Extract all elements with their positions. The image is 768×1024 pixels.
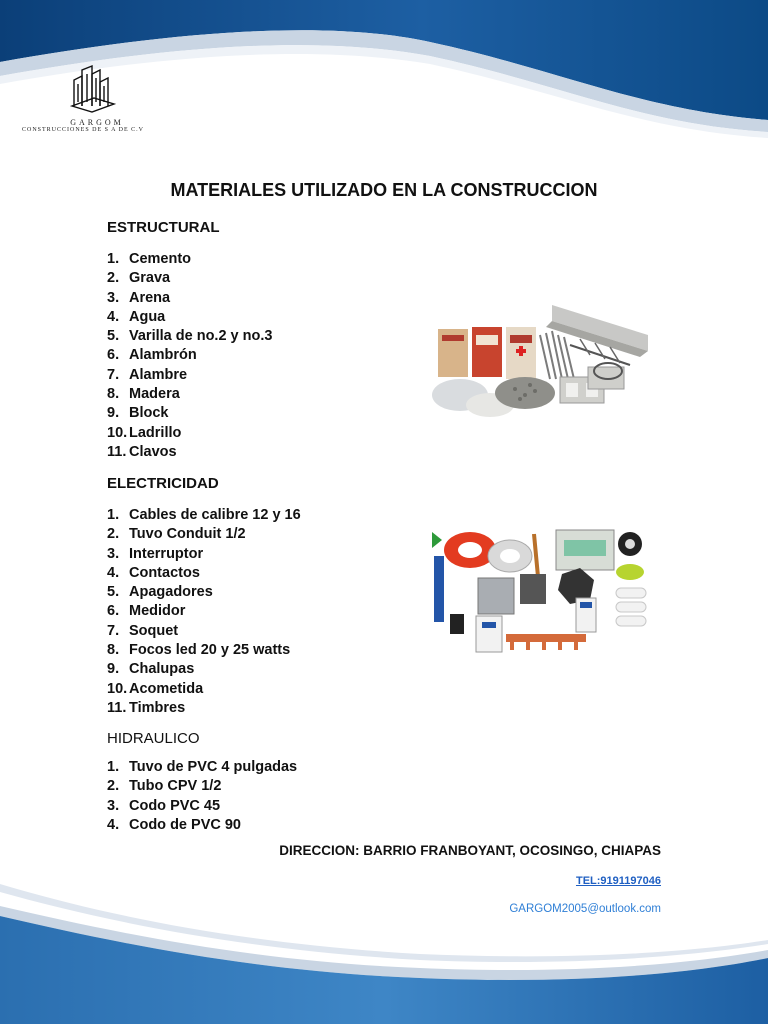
list-item-text: Codo PVC 45 xyxy=(129,797,221,814)
list-item xyxy=(107,525,301,544)
list-item-number: 8. xyxy=(107,386,120,403)
list-item-number: 4. xyxy=(107,816,120,833)
list-item-number: 4. xyxy=(107,564,120,581)
list-item-text: Tuvo Conduit 1/2 xyxy=(129,526,246,543)
list-item-text: Tubo CPV 1/2 xyxy=(129,778,222,795)
list-item-number: 3. xyxy=(107,797,120,814)
list-item-number: 10. xyxy=(107,424,128,441)
list-item-number: 2. xyxy=(107,270,120,287)
list-item-text: Alambrón xyxy=(129,347,197,364)
list-item-text: Alambre xyxy=(129,366,188,383)
list-item-number: 8. xyxy=(107,642,120,659)
list-item xyxy=(107,660,301,679)
list-item xyxy=(107,250,272,269)
page-title: MATERIALES UTILIZADO EN LA CONSTRUCCION xyxy=(170,180,598,200)
list-item xyxy=(107,506,301,525)
list-item xyxy=(107,583,301,602)
list-item xyxy=(107,269,272,288)
list-item-text: Block xyxy=(129,405,169,422)
list-item-number: 4. xyxy=(107,308,120,325)
list-item-text: Madera xyxy=(129,386,180,403)
electrical-materials-photo xyxy=(430,528,650,660)
list-item-text: Cemento xyxy=(129,251,192,267)
list-item-text: Arena xyxy=(129,289,171,306)
list-item xyxy=(107,758,297,777)
list-item-text: Codo de PVC 90 xyxy=(129,816,241,833)
list-item-number: 5. xyxy=(107,328,120,345)
list-item-number: 10. xyxy=(107,680,128,697)
section-heading-electricidad: ELECTRICIDAD xyxy=(107,475,219,492)
list-item-number: 1. xyxy=(107,759,120,775)
list-item-text: Medidor xyxy=(129,603,186,620)
list-item-text: Cables de calibre 12 y 16 xyxy=(129,507,301,523)
list-item-text: Acometida xyxy=(129,680,204,697)
list-item-number: 2. xyxy=(107,778,120,795)
list-item-number: 11. xyxy=(107,443,127,460)
buildings-logo-icon xyxy=(70,62,116,114)
section-heading-estructural: ESTRUCTURAL xyxy=(107,219,220,236)
company-subtitle: CONSTRUCCIONES DE S A DE C.V xyxy=(22,127,145,133)
list-item-text: Focos led 20 y 25 watts xyxy=(129,642,291,659)
list-electricidad xyxy=(107,506,301,718)
list-item xyxy=(107,641,301,660)
list-item-text: Agua xyxy=(129,308,166,325)
list-item-text: Timbres xyxy=(129,699,186,716)
list-item xyxy=(107,816,297,835)
list-item xyxy=(107,404,272,423)
list-estructural xyxy=(107,250,272,462)
company-name: GARGOM xyxy=(70,118,124,127)
list-item xyxy=(107,366,272,385)
list-item xyxy=(107,797,297,816)
list-item-text: Apagadores xyxy=(129,584,213,601)
list-item-text: Chalupas xyxy=(129,661,195,678)
section-heading-hidraulico: HIDRAULICO xyxy=(107,730,200,747)
list-item xyxy=(107,680,301,699)
list-item xyxy=(107,308,272,327)
list-item-text: Interruptor xyxy=(129,545,204,562)
list-item-number: 6. xyxy=(107,603,120,620)
list-item xyxy=(107,622,301,641)
address-line: DIRECCION: BARRIO FRANBOYANT, OCOSINGO, CHIAPAS xyxy=(279,843,661,858)
list-item-number: 9. xyxy=(107,661,120,678)
list-item xyxy=(107,424,272,443)
list-item-number: 6. xyxy=(107,347,120,364)
list-item-text: Tuvo de PVC 4 pulgadas xyxy=(129,759,298,775)
list-item-number: 11. xyxy=(107,699,127,716)
list-item-number: 7. xyxy=(107,366,120,383)
email-address[interactable]: GARGOM2005@outlook.com xyxy=(509,903,661,915)
list-item xyxy=(107,385,272,404)
list-item xyxy=(107,777,297,796)
list-item-text: Clavos xyxy=(129,443,177,460)
construction-materials-photo xyxy=(430,295,650,425)
list-item-number: 9. xyxy=(107,405,120,422)
list-hidraulico xyxy=(107,758,297,835)
list-item-number: 3. xyxy=(107,545,120,562)
list-item-number: 3. xyxy=(107,289,120,306)
list-item-number: 5. xyxy=(107,584,120,601)
list-item xyxy=(107,346,272,365)
phone-link[interactable]: TEL:9191197046 xyxy=(575,875,661,887)
list-item-number: 1. xyxy=(107,251,120,267)
list-item-text: Varilla de no.2 y no.3 xyxy=(129,328,273,345)
list-item-text: Grava xyxy=(129,270,171,287)
list-item-number: 1. xyxy=(107,507,120,523)
list-item xyxy=(107,545,301,564)
list-item-text: Soquet xyxy=(129,622,179,639)
list-item xyxy=(107,564,301,583)
list-item-number: 7. xyxy=(107,622,120,639)
list-item xyxy=(107,699,301,718)
list-item xyxy=(107,443,272,462)
list-item-number: 2. xyxy=(107,526,120,543)
company-logo xyxy=(22,62,172,133)
list-item-text: Contactos xyxy=(129,564,200,581)
list-item xyxy=(107,602,301,621)
list-item-text: Ladrillo xyxy=(129,424,182,441)
list-item xyxy=(107,289,272,308)
list-item xyxy=(107,327,272,346)
